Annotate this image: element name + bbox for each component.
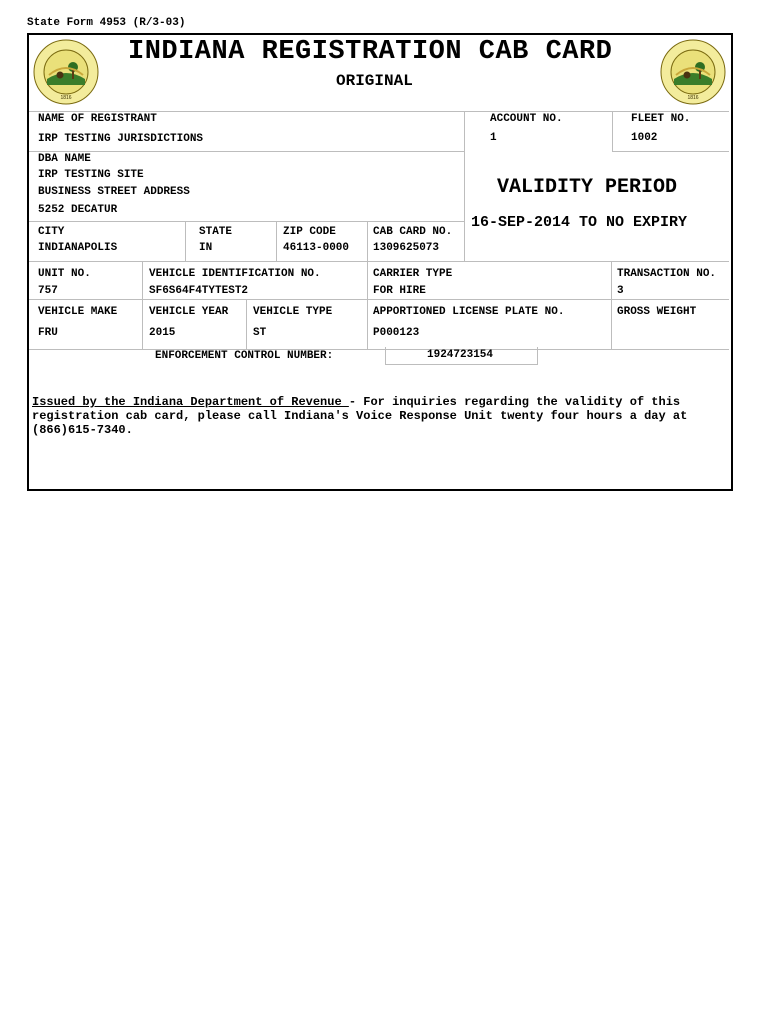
zip-code-label: ZIP CODE xyxy=(283,226,336,238)
notice-issuer: Issued by the Indiana Department of Revenue xyxy=(32,395,349,409)
carrier-type-value: FOR HIRE xyxy=(373,285,426,297)
vehicle-type-value: ST xyxy=(253,327,267,339)
vin-label: VEHICLE IDENTIFICATION NO. xyxy=(149,268,321,280)
account-number-value: 1 xyxy=(490,132,497,144)
divider-city xyxy=(29,221,464,222)
state-seal-right-icon xyxy=(660,39,726,105)
divider-enforcement xyxy=(29,349,729,350)
street-address-label: BUSINESS STREET ADDRESS xyxy=(38,186,190,198)
license-plate-label: APPORTIONED LICENSE PLATE NO. xyxy=(373,306,565,318)
fleet-number-value: 1002 xyxy=(631,132,658,144)
transaction-number-value: 3 xyxy=(617,285,624,297)
vin-value: SF6S64F4TYTEST2 xyxy=(149,285,249,297)
vehicle-make-value: FRU xyxy=(38,327,58,339)
gross-weight-label: GROSS WEIGHT xyxy=(617,306,697,318)
vehicle-year-value: 2015 xyxy=(149,327,176,339)
divider-zip-column xyxy=(276,221,277,261)
divider-state-column xyxy=(185,221,186,261)
issuance-notice xyxy=(32,395,722,437)
unit-number-value: 757 xyxy=(38,285,58,297)
carrier-type-label: CARRIER TYPE xyxy=(373,268,453,280)
registrant-name-value: IRP TESTING JURISDICTIONS xyxy=(38,133,204,145)
divider-type-column xyxy=(246,299,247,349)
city-label: CITY xyxy=(38,226,65,238)
seal-year-left: 1816 xyxy=(60,95,72,101)
city-value: INDIANAPOLIS xyxy=(38,242,118,254)
form-identifier: State Form 4953 (R/3-03) xyxy=(27,17,186,29)
divider-dba xyxy=(29,151,464,152)
cab-card-number-label: CAB CARD NO. xyxy=(373,226,453,238)
divider-validity-column xyxy=(464,111,465,261)
divider-vehicle xyxy=(29,261,729,262)
unit-number-label: UNIT NO. xyxy=(38,268,91,280)
street-address-value: 5252 DECATUR xyxy=(38,204,118,216)
vehicle-type-label: VEHICLE TYPE xyxy=(253,306,333,318)
divider-transaction-column xyxy=(611,261,612,349)
state-label: STATE xyxy=(199,226,233,238)
divider-make xyxy=(29,299,729,300)
zip-code-value: 46113-0000 xyxy=(283,242,350,254)
fleet-number-label: FLEET NO. xyxy=(631,113,691,125)
enforcement-control-value: 1924723154 xyxy=(427,349,494,361)
card-subtitle: ORIGINAL xyxy=(336,72,413,90)
registrant-name-label: NAME OF REGISTRANT xyxy=(38,113,157,125)
account-number-label: ACCOUNT NO. xyxy=(490,113,563,125)
validity-period-value: 16-SEP-2014 TO NO EXPIRY xyxy=(471,214,688,231)
enforcement-control-label: ENFORCEMENT CONTROL NUMBER: xyxy=(155,350,334,362)
state-value: IN xyxy=(199,242,213,254)
divider-fleet-bottom xyxy=(612,151,729,152)
divider-fleet-column xyxy=(612,111,613,151)
vehicle-make-label: VEHICLE MAKE xyxy=(38,306,118,318)
dba-name-value: IRP TESTING SITE xyxy=(38,169,144,181)
notice-details: - For inquiries regarding the validity of this registration cab card, please call Indiana's Voice Response Unit twenty four hours a day at (866)615-7340. xyxy=(32,395,688,437)
seal-year-right: 1816 xyxy=(687,95,699,101)
divider-carrier-column xyxy=(367,261,368,349)
divider-cabcard-column xyxy=(367,221,368,261)
transaction-number-label: TRANSACTION NO. xyxy=(617,268,717,280)
dba-name-label: DBA NAME xyxy=(38,153,91,165)
divider-header xyxy=(29,111,729,112)
license-plate-value: P000123 xyxy=(373,327,420,339)
cab-card-number-value: 1309625073 xyxy=(373,242,440,254)
divider-vin-column xyxy=(142,261,143,349)
card-title: INDIANA REGISTRATION CAB CARD xyxy=(128,37,613,67)
validity-period-label: VALIDITY PERIOD xyxy=(497,176,678,199)
vehicle-year-label: VEHICLE YEAR xyxy=(149,306,229,318)
state-seal-left-icon xyxy=(33,39,99,105)
